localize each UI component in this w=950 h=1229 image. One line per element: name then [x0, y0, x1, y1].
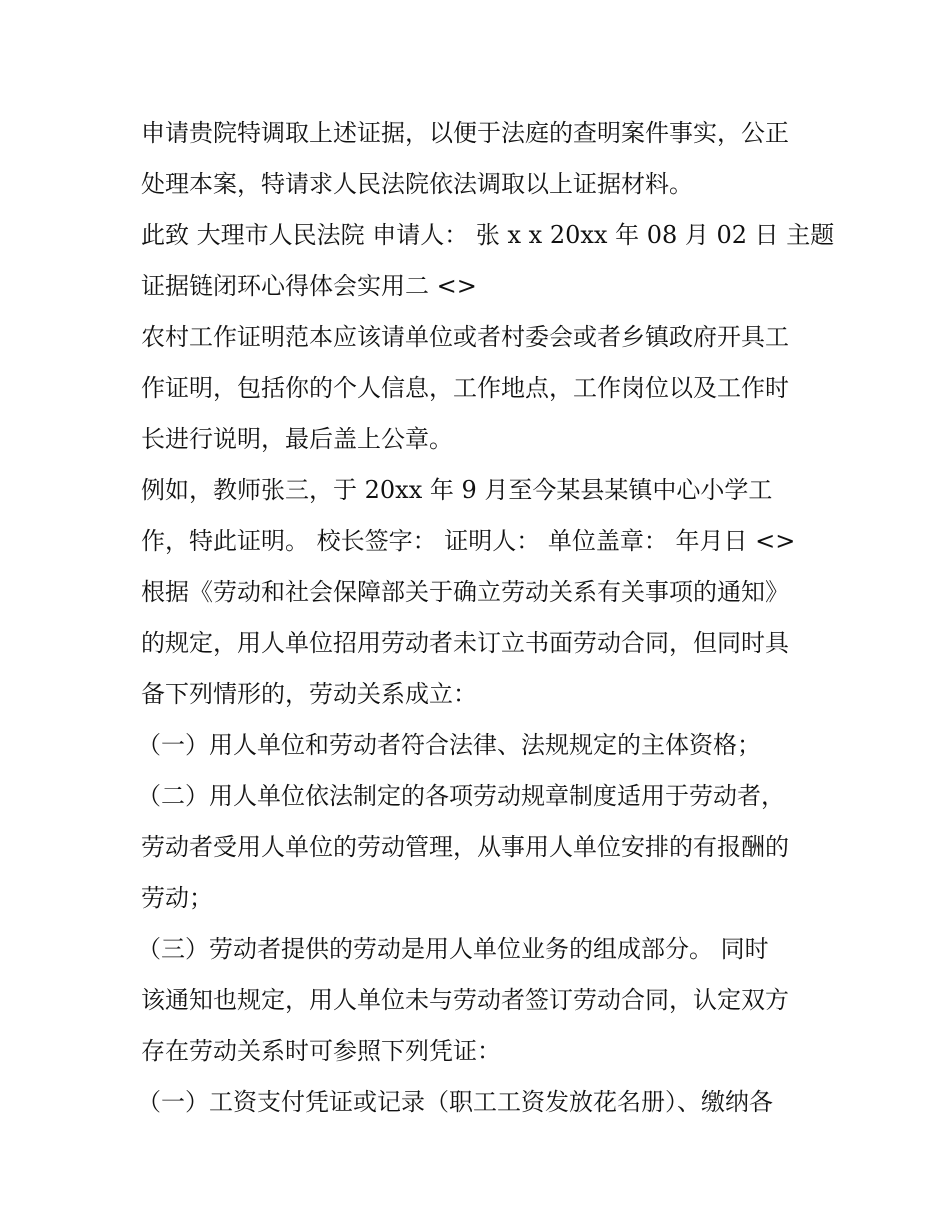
- text-line: 处理本案，特请求人民法院依法调取以上证据材料。: [141, 170, 693, 198]
- text-line: 申请贵院特调取上述证据，以便于法庭的查明案件事实，公正: [141, 119, 789, 147]
- text-line: 劳动者受用人单位的劳动管理，从事用人单位安排的有报酬的: [141, 833, 789, 861]
- text-line: 作证明，包括你的个人信息，工作地点，工作岗位以及工作时: [141, 374, 789, 402]
- text-line: 作，特此证明。 校长签字： 证明人： 单位盖章： 年月日 <>: [141, 527, 796, 555]
- list-item-line: （二）用人单位依法制定的各项劳动规章制度适用于劳动者，: [137, 782, 785, 810]
- text-line: 该通知也规定，用人单位未与劳动者签订劳动合同，认定双方: [141, 986, 789, 1014]
- list-item-line: （一）用人单位和劳动者符合法律、法规规定的主体资格；: [137, 731, 761, 759]
- text-line: 长进行说明，最后盖上公章。: [141, 425, 453, 453]
- text-line: 例如，教师张三，于 20xx 年 9 月至今某县某镇中心小学工: [141, 476, 773, 504]
- text-line: 的规定，用人单位招用劳动者未订立书面劳动合同，但同时具: [141, 629, 789, 657]
- document-body: [137, 108, 835, 1128]
- list-item-line: （三）劳动者提供的劳动是用人单位业务的组成部分。 同时: [137, 935, 769, 963]
- text-line: 劳动；: [141, 884, 213, 912]
- text-line: 此致 大理市人民法院 申请人： 张 x x 20xx 年 08 月 02 日 主题: [141, 221, 835, 249]
- text-line: 存在劳动关系时可参照下列凭证：: [141, 1037, 501, 1065]
- text-line: 农村工作证明范本应该请单位或者村委会或者乡镇政府开具工: [141, 323, 789, 351]
- text-line: 证据链闭环心得体会实用二 <>: [141, 272, 477, 300]
- text-line: 根据《劳动和社会保障部关于确立劳动关系有关事项的通知》: [141, 578, 789, 606]
- list-item-line: （一）工资支付凭证或记录（职工工资发放花名册）、缴纳各: [137, 1088, 773, 1116]
- text-line: 备下列情形的，劳动关系成立：: [141, 680, 477, 708]
